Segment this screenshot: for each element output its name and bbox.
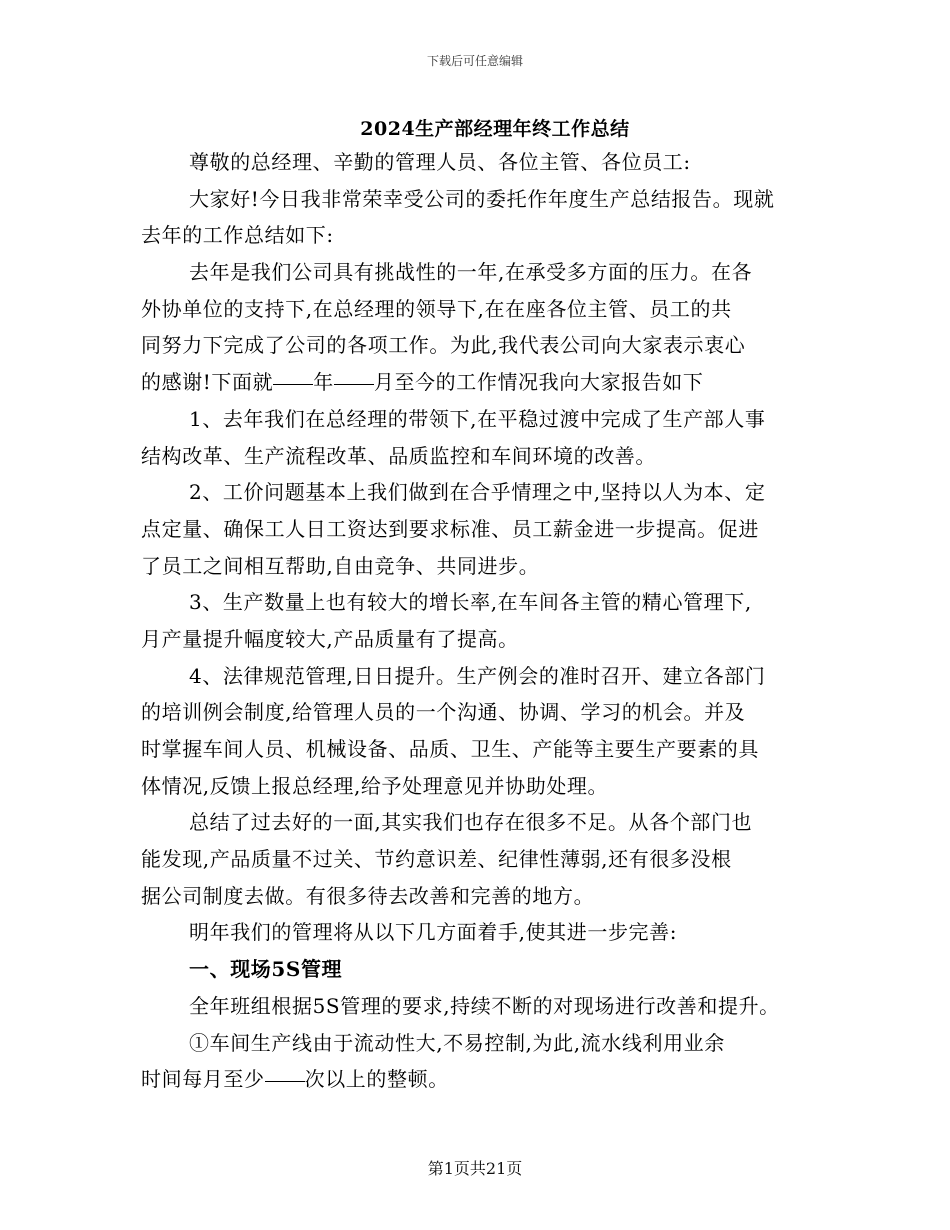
header-note: 下载后可任意编辑 [426, 54, 523, 68]
paragraph-line: 4、法律规范管理,日日提升。生产例会的准时召开、建立各部门 [189, 663, 766, 688]
fill-blank [265, 1080, 305, 1082]
fill-blank [273, 383, 313, 385]
paragraph-line: 结构改革、生产流程改革、品质监控和车间环境的改善。 [141, 443, 656, 468]
paragraph-line-with-blanks [141, 364, 821, 401]
paragraph-line-with-blank [141, 1061, 821, 1098]
text-segment: 时间每月至少 [141, 1067, 265, 1092]
paragraph-line: 尊敬的总经理、辛勤的管理人员、各位主管、各位员工: [189, 150, 691, 174]
paragraph-line: 据公司制度去做。有很多待去改善和完善的地方。 [141, 883, 595, 908]
section-heading: 一、现场5S管理 [189, 957, 343, 982]
paragraph-line: 1、去年我们在总经理的带领下,在平稳过渡中完成了生产部人事 [189, 406, 766, 431]
page-number: 第1页共21页 [427, 1159, 523, 1178]
paragraph-line: 的培训例会制度,给管理人员的一个沟通、协调、学习的机会。并及 [141, 700, 746, 725]
paragraph-line: 去年的工作总结如下: [141, 223, 334, 248]
paragraph-line: 外协单位的支持下,在总经理的领导下,在在座各位主管、员工的共 [141, 296, 732, 321]
paragraph-line: 同努力下完成了公司的各项工作。为此,我代表公司向大家表示衷心 [141, 333, 746, 358]
paragraph-line: 大家好!今日我非常荣幸受公司的委托作年度生产总结报告。现就 [189, 186, 775, 211]
paragraph-line: 体情况,反馈上报总经理,给予处理意见并协助处理。 [141, 773, 609, 798]
document-title: 2024生产部经理年终工作总结 [360, 118, 630, 140]
paragraph-line: 明年我们的管理将从以下几方面着手,使其进一步完善: [189, 920, 678, 945]
paragraph-line: 了员工之间相互帮助,自由竞争、共同进步。 [141, 553, 540, 578]
paragraph-line: 去年是我们公司具有挑战性的一年,在承受多方面的压力。在各 [189, 260, 753, 285]
fill-blank [334, 383, 374, 385]
paragraph-line: 月产量提升幅度较大,产品质量有了提高。 [141, 626, 519, 651]
text-segment: 月至今的工作情况我向大家报告如下 [373, 370, 704, 395]
paragraph-line: 2、工价问题基本上我们做到在合乎情理之中,坚持以人为本、定 [189, 480, 766, 505]
paragraph-line: ①车间生产线由于流动性大,不易控制,为此,流水线利用业余 [189, 1030, 725, 1055]
paragraph-line: 时掌握车间人员、机械设备、品质、卫生、产能等主要生产要素的具 [141, 737, 759, 761]
document-body [141, 144, 821, 1098]
text-segment: 的感谢!下面就 [141, 370, 274, 395]
paragraph-line: 总结了过去好的一面,其实我们也存在很多不足。从各个部门也 [189, 810, 753, 835]
paragraph-line: 能发现,产品质量不过关、节约意识差、纪律性薄弱,还有很多没根 [141, 847, 732, 872]
text-segment: 年 [313, 370, 334, 395]
paragraph-line: 3、生产数量上也有较大的增长率,在车间各主管的精心管理下, [189, 590, 752, 615]
text-segment: 次以上的整顿。 [304, 1067, 449, 1092]
paragraph-line: 点定量、确保工人日工资达到要求标准、员工薪金进一步提高。促进 [141, 516, 759, 541]
paragraph-line: 全年班组根据5S管理的要求,持续不断的对现场进行改善和提升。 [189, 993, 780, 1018]
